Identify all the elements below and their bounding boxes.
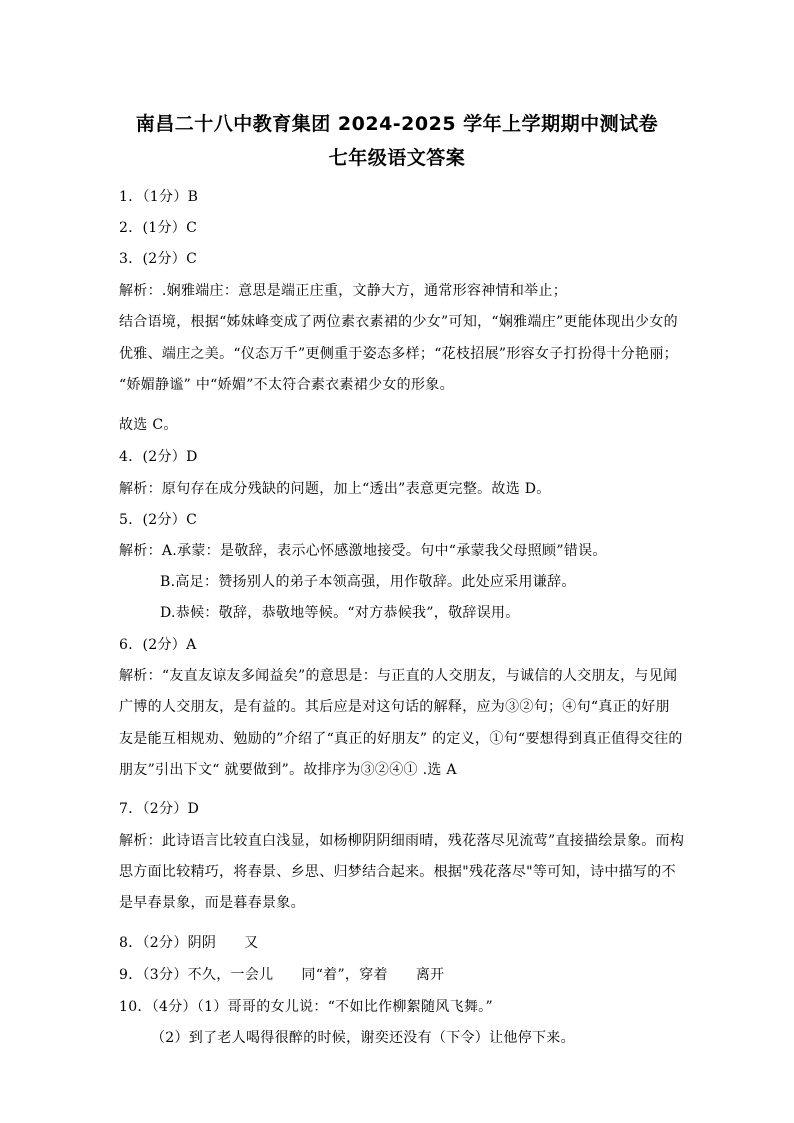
- answer-3-explanation-line-2: 结合语境，根据“姊妹峰变成了两位素衣素裙的少女”可知，“娴雅端庄”更能体现出少女的: [119, 314, 678, 330]
- answer-5-explanation-d: D.恭候：敬辞，恭敬地等候。“对方恭候我”，敬辞误用。: [160, 605, 520, 621]
- answer-3-explanation-line-1: 解析：.娴雅端庄：意思是端正庄重，文静大方，通常形容神情和举止；: [119, 283, 568, 299]
- answer-6: 6．(2分）A: [119, 637, 197, 653]
- answer-6-explanation-line-3: 友是能互相规劝、勉励的”介绍了“真正的好朋友” 的定义，①句“要想得到真正值得交往的: [119, 731, 683, 747]
- answer-3-explanation-line-4: “娇媚静谧” 中“娇媚”不太符合素衣素裙少女的形象。: [119, 377, 454, 393]
- answer-7: 7．（2分）D: [119, 801, 200, 817]
- answer-3-explanation-line-3: 优雅、端庄之美。“仪态万千”更侧重于姿态多样；“花枝招展”形容女子打扮得十分艳丽；: [119, 346, 678, 362]
- answer-3: 3．(2分）C: [119, 251, 198, 267]
- answer-6-explanation-line-4: 朋友”引出下文“ 就要做到”。故排序为③②④① .选 A: [119, 762, 457, 778]
- answer-8: [119, 934, 259, 952]
- answer-9: [119, 966, 444, 984]
- answer-9-part-3: 离开: [415, 967, 445, 983]
- answer-5-explanation-b: B.高足：赞扬别人的弟子本领高强，用作敬辞。此处应采用谦辞。: [160, 574, 576, 590]
- answer-7-explanation-line-1: 解析：此诗语言比较直白浅显，如杨柳阴阴细雨晴，残花落尽见流莺”直接描绘景象。而构: [119, 833, 685, 849]
- answer-3-conclusion: 故选 C。: [119, 417, 178, 433]
- answer-6-explanation-line-2: 广博的人交朋友，是有益的。其后应是对这句话的解释，应为③②句；④句“真正的好朋: [119, 699, 670, 715]
- answer-2: 2．(1分）C: [119, 220, 198, 236]
- page-title: 南昌二十八中教育集团 2024-2025 学年上学期期中测试卷: [135, 113, 659, 135]
- answer-5: 5．(2分）C: [119, 512, 198, 528]
- answer-9-part-1: 9．（3分）不久，一会儿: [119, 967, 274, 983]
- answer-10-line-2: （2）到了老人喝得很醉的时候，谢奕还没有（下令）让他停下来。: [151, 1030, 575, 1046]
- answer-4: 4．(2分）D: [119, 449, 198, 465]
- answer-9-part-2: 同“着”，穿着: [301, 967, 388, 983]
- answer-6-explanation-line-1: 解析：“友直友谅友多闻益矣”的意思是：与正直的人交朋友，与诚信的人交朋友，与见闻: [119, 668, 678, 684]
- page-subtitle: 七年级语文答案: [328, 147, 466, 169]
- answer-1: 1．（1分）B: [119, 189, 199, 205]
- answer-4-explanation: 解析：原句存在成分残缺的问题，加上“透出”表意更完整。故选 D。: [119, 481, 551, 497]
- answer-7-explanation-line-2: 思方面比较精巧，将春景、乡思、归梦结合起来。根据"残花落尽"等可知，诗中描写的不: [119, 864, 676, 880]
- answer-8-part-1: 8．（2分）阴阴: [119, 935, 217, 951]
- answer-7-explanation-line-3: 是早春景象，而是暮春景象。: [119, 895, 305, 911]
- answer-8-part-2: 又: [244, 935, 259, 951]
- answer-5-explanation-a: 解析：A.承蒙：是敬辞，表示心怀感激地接受。句中“承蒙我父母照顾”错误。: [119, 543, 607, 559]
- answer-10-line-1: 10．（4分）（1）哥哥的女儿说：“不如比作柳絮随风飞舞。”: [119, 999, 493, 1015]
